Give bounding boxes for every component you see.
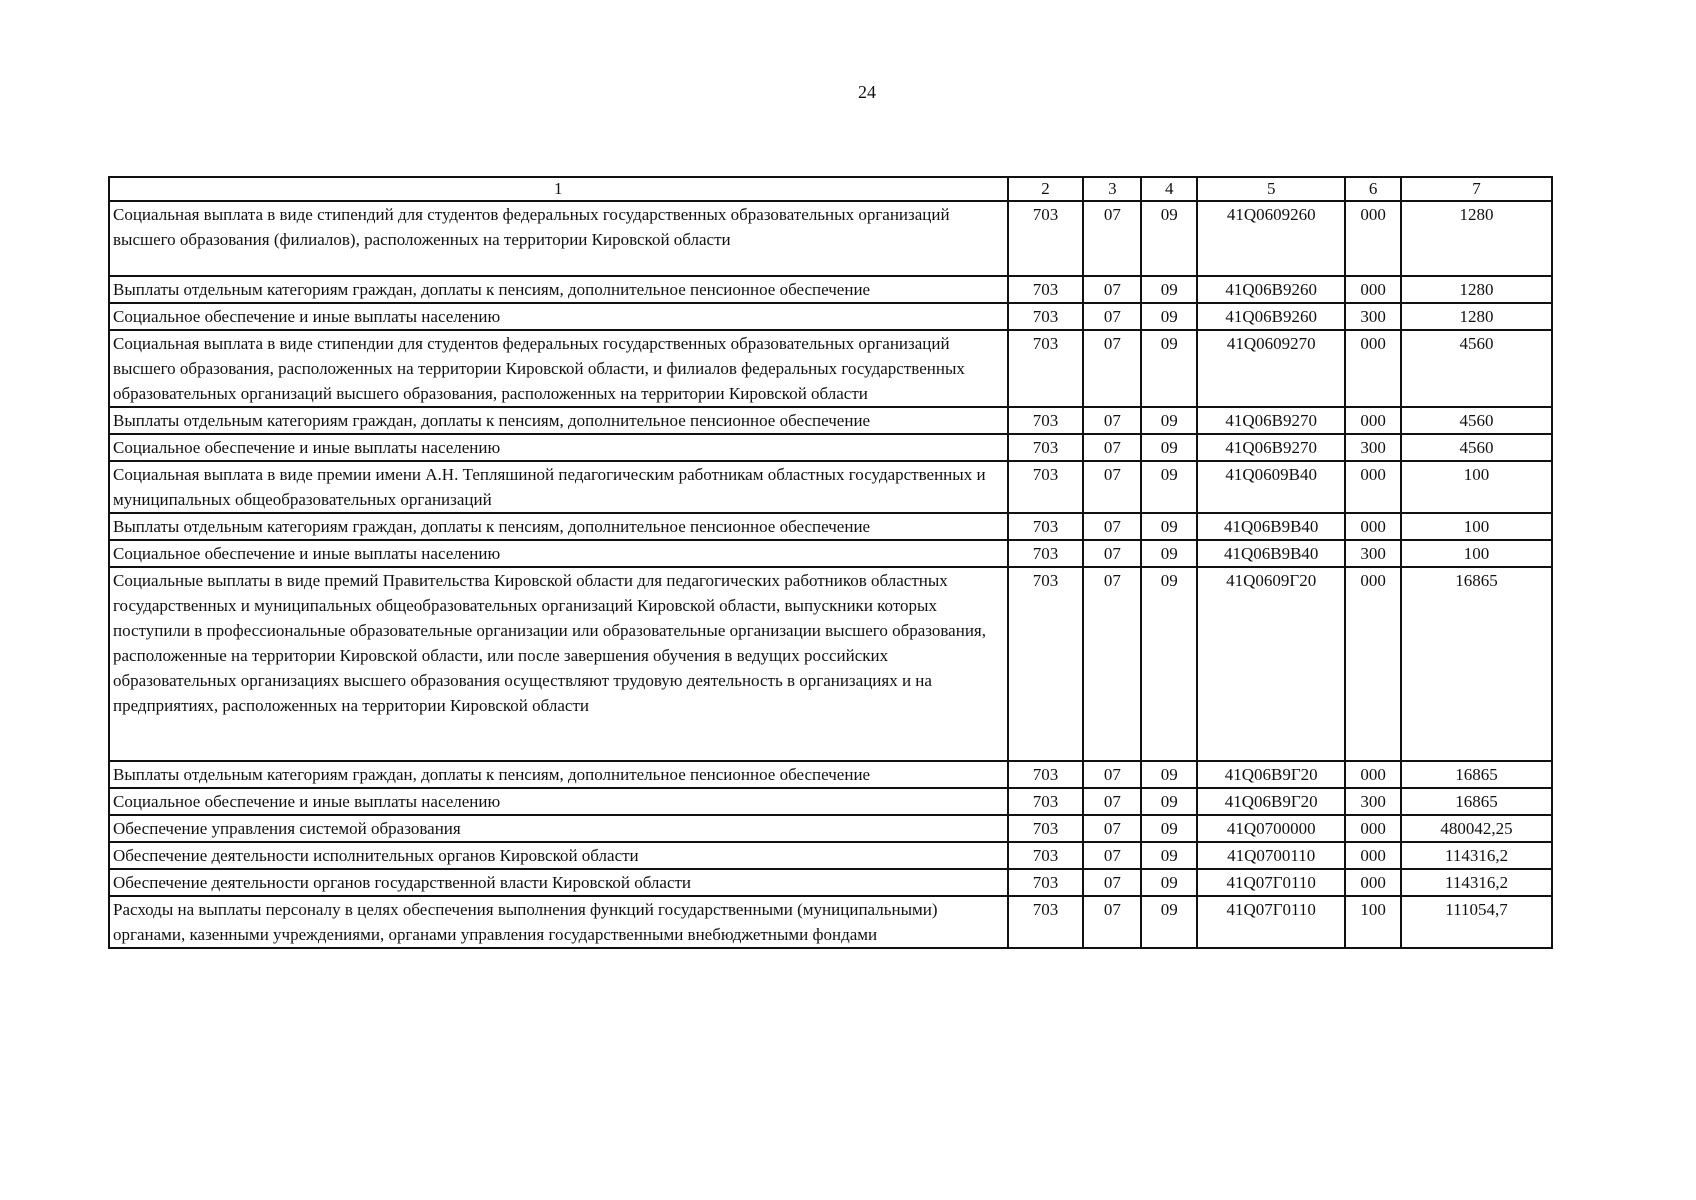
table-row [109,434,1552,461]
table-row [109,303,1552,330]
row-name-cell: Выплаты отдельным категориям граждан, доплаты к пенсиям, дополнительное пенсионное обеспечение [109,276,1008,303]
row-col-6-cell: 000 [1345,869,1401,896]
row-col-5-cell: 41Q06B9270 [1197,407,1345,434]
row-col-6-cell: 000 [1345,461,1401,513]
row-col-6-cell: 000 [1345,276,1401,303]
row-col-5-cell: 41Q07Г0110 [1197,869,1345,896]
table-header-row [109,177,1552,201]
row-col-2-cell: 703 [1008,201,1084,276]
row-col-5-cell: 41Q0700000 [1197,815,1345,842]
row-amount-cell: 4560 [1401,407,1552,434]
row-col-6-cell: 000 [1345,761,1401,788]
row-col-2-cell: 703 [1008,540,1084,567]
row-col-2-cell: 703 [1008,567,1084,761]
row-col-2-cell: 703 [1008,407,1084,434]
row-amount-cell: 100 [1401,540,1552,567]
row-col-6-cell: 300 [1345,788,1401,815]
row-col-5-cell: 41Q06B9Г20 [1197,761,1345,788]
row-col-3-cell: 07 [1083,303,1141,330]
row-col-5-cell: 41Q0609B40 [1197,461,1345,513]
row-col-3-cell: 07 [1083,201,1141,276]
row-col-3-cell: 07 [1083,788,1141,815]
table-row [109,815,1552,842]
table-row [109,461,1552,513]
row-col-6-cell: 000 [1345,567,1401,761]
row-amount-cell: 114316,2 [1401,842,1552,869]
row-name-cell: Социальное обеспечение и иные выплаты населению [109,540,1008,567]
row-amount-cell: 16865 [1401,567,1552,761]
row-col-2-cell: 703 [1008,869,1084,896]
table-body [109,201,1552,948]
row-col-6-cell: 000 [1345,815,1401,842]
row-name-cell: Социальная выплата в виде стипендий для студентов федеральных государственных образовательных организаций высшего образования (филиалов), расположенных на территории Кировской области [109,201,1008,276]
row-col-3-cell: 07 [1083,761,1141,788]
row-col-6-cell: 300 [1345,303,1401,330]
row-col-3-cell: 07 [1083,842,1141,869]
row-col-5-cell: 41Q0609260 [1197,201,1345,276]
row-col-4-cell: 09 [1141,461,1197,513]
row-name-cell: Выплаты отдельным категориям граждан, доплаты к пенсиям, дополнительное пенсионное обеспечение [109,407,1008,434]
row-name-cell: Социальное обеспечение и иные выплаты населению [109,434,1008,461]
table-row [109,276,1552,303]
row-col-4-cell: 09 [1141,815,1197,842]
row-col-2-cell: 703 [1008,303,1084,330]
row-col-3-cell: 07 [1083,513,1141,540]
row-col-5-cell: 41Q06B9B40 [1197,540,1345,567]
row-name-cell: Социальное обеспечение и иные выплаты населению [109,788,1008,815]
row-col-4-cell: 09 [1141,869,1197,896]
table-row [109,788,1552,815]
row-name-cell: Социальная выплата в виде премии имени А.Н. Тепляшиной педагогическим работникам областных государственных и муниципальных общеобразовательных организаций [109,461,1008,513]
header-col-3: 3 [1083,177,1141,201]
table-row [109,567,1552,761]
row-col-6-cell: 000 [1345,513,1401,540]
row-col-2-cell: 703 [1008,761,1084,788]
row-amount-cell: 4560 [1401,330,1552,407]
row-col-3-cell: 07 [1083,567,1141,761]
row-col-3-cell: 07 [1083,407,1141,434]
row-col-5-cell: 41Q0609270 [1197,330,1345,407]
row-name-cell: Расходы на выплаты персоналу в целях обеспечения выполнения функций государственными (муниципальными) органами, казенными учреждениями, органами управления государственными внебюджетными фондами [109,896,1008,948]
row-col-2-cell: 703 [1008,513,1084,540]
row-amount-cell: 111054,7 [1401,896,1552,948]
row-col-4-cell: 09 [1141,330,1197,407]
row-name-cell: Обеспечение управления системой образования [109,815,1008,842]
row-col-5-cell: 41Q06B9Г20 [1197,788,1345,815]
row-amount-cell: 100 [1401,513,1552,540]
table-row [109,540,1552,567]
row-name-cell: Социальная выплата в виде стипендии для студентов федеральных государственных образовательных организаций высшего образования, расположенных на территории Кировской области, и филиалов федеральных государственных образовательных организаций высшего образования, расположенных на территории Кировской области [109,330,1008,407]
row-col-3-cell: 07 [1083,869,1141,896]
header-col-6: 6 [1345,177,1401,201]
table-row [109,896,1552,948]
row-col-3-cell: 07 [1083,461,1141,513]
budget-table [108,176,1553,949]
row-col-6-cell: 000 [1345,330,1401,407]
row-col-4-cell: 09 [1141,201,1197,276]
row-amount-cell: 1280 [1401,276,1552,303]
row-col-4-cell: 09 [1141,407,1197,434]
row-name-cell: Обеспечение деятельности исполнительных органов Кировской области [109,842,1008,869]
row-col-3-cell: 07 [1083,330,1141,407]
row-col-2-cell: 703 [1008,788,1084,815]
row-name-cell: Выплаты отдельным категориям граждан, доплаты к пенсиям, дополнительное пенсионное обеспечение [109,513,1008,540]
row-col-5-cell: 41Q06B9270 [1197,434,1345,461]
row-amount-cell: 1280 [1401,303,1552,330]
row-col-4-cell: 09 [1141,788,1197,815]
row-col-4-cell: 09 [1141,761,1197,788]
row-col-5-cell: 41Q06B9260 [1197,276,1345,303]
header-col-4: 4 [1141,177,1197,201]
row-col-3-cell: 07 [1083,276,1141,303]
row-col-4-cell: 09 [1141,540,1197,567]
row-amount-cell: 100 [1401,461,1552,513]
table-row [109,407,1552,434]
row-col-4-cell: 09 [1141,896,1197,948]
row-name-cell: Обеспечение деятельности органов государственной власти Кировской области [109,869,1008,896]
row-col-4-cell: 09 [1141,303,1197,330]
row-col-6-cell: 000 [1345,407,1401,434]
header-col-1: 1 [109,177,1008,201]
row-col-5-cell: 41Q0609Г20 [1197,567,1345,761]
row-col-2-cell: 703 [1008,461,1084,513]
row-col-6-cell: 300 [1345,434,1401,461]
row-col-4-cell: 09 [1141,434,1197,461]
row-col-6-cell: 000 [1345,842,1401,869]
row-col-3-cell: 07 [1083,896,1141,948]
row-name-cell: Социальное обеспечение и иные выплаты населению [109,303,1008,330]
row-name-cell: Социальные выплаты в виде премий Правительства Кировской области для педагогических работников областных государственных и муниципальных общеобразовательных организаций Кировской области, выпускники которых поступили в профессиональные образовательные организации или образовательные организации высшего образования, расположенные на территории Кировской области, или после завершения обучения в ведущих российских образовательных организациях высшего образования осуществляют трудовую деятельность в организациях и на предприятиях, расположенных на территории Кировской области [109,567,1008,761]
row-col-5-cell: 41Q06B9260 [1197,303,1345,330]
row-amount-cell: 114316,2 [1401,869,1552,896]
row-col-2-cell: 703 [1008,815,1084,842]
header-col-7: 7 [1401,177,1552,201]
row-col-2-cell: 703 [1008,276,1084,303]
table-row [109,761,1552,788]
row-amount-cell: 16865 [1401,788,1552,815]
table-row [109,513,1552,540]
row-col-2-cell: 703 [1008,842,1084,869]
table-row [109,869,1552,896]
row-col-4-cell: 09 [1141,567,1197,761]
row-name-cell: Выплаты отдельным категориям граждан, доплаты к пенсиям, дополнительное пенсионное обеспечение [109,761,1008,788]
row-col-3-cell: 07 [1083,815,1141,842]
row-col-4-cell: 09 [1141,276,1197,303]
row-amount-cell: 16865 [1401,761,1552,788]
row-col-5-cell: 41Q07Г0110 [1197,896,1345,948]
row-col-3-cell: 07 [1083,434,1141,461]
table-row [109,201,1552,276]
row-amount-cell: 4560 [1401,434,1552,461]
page-number: 24 [858,82,876,102]
row-col-2-cell: 703 [1008,896,1084,948]
row-col-6-cell: 100 [1345,896,1401,948]
table-row [109,842,1552,869]
row-col-4-cell: 09 [1141,842,1197,869]
row-col-4-cell: 09 [1141,513,1197,540]
table-row [109,330,1552,407]
row-col-5-cell: 41Q0700110 [1197,842,1345,869]
row-col-3-cell: 07 [1083,540,1141,567]
row-col-5-cell: 41Q06B9B40 [1197,513,1345,540]
header-col-2: 2 [1008,177,1084,201]
row-col-2-cell: 703 [1008,330,1084,407]
row-amount-cell: 480042,25 [1401,815,1552,842]
row-col-6-cell: 300 [1345,540,1401,567]
header-col-5: 5 [1197,177,1345,201]
row-amount-cell: 1280 [1401,201,1552,276]
row-col-6-cell: 000 [1345,201,1401,276]
row-col-2-cell: 703 [1008,434,1084,461]
